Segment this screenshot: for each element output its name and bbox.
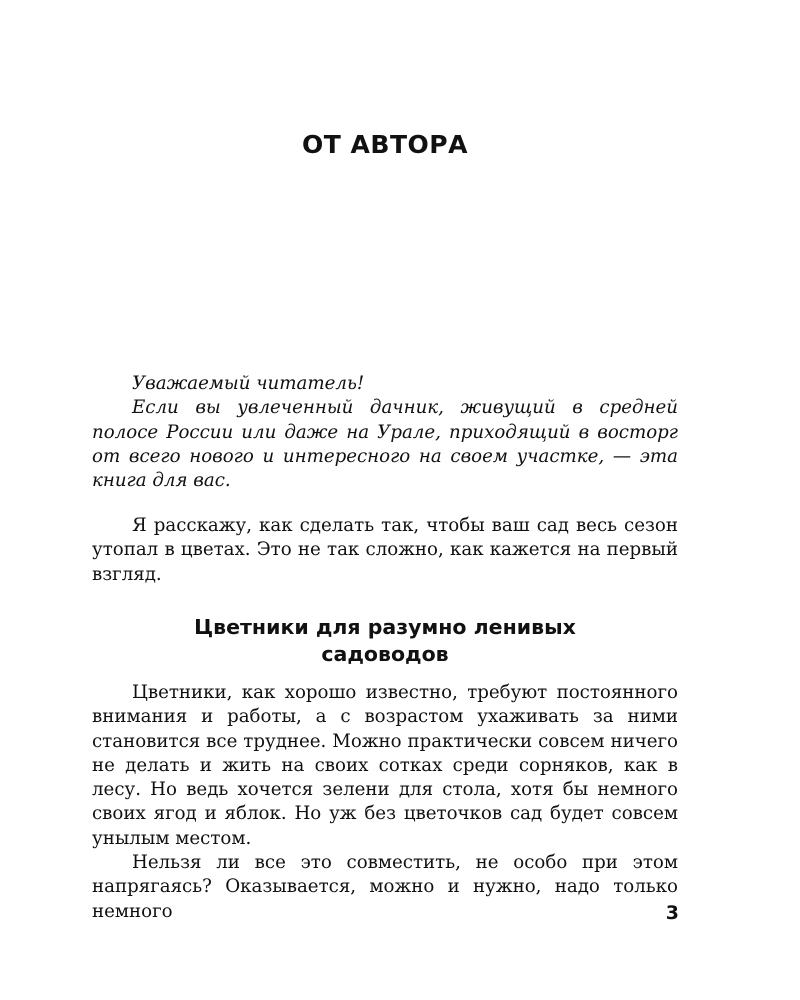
greeting-salutation: Уважаемый читатель!: [132, 373, 365, 394]
body-paragraph-1: Цветники, как хорошо известно, требуют постоянного внимания и работы, а с возрастом ухаживать за ними становится все труднее. Можно практически совсем ничего не делать и жить на своих сотках среди сорняков, как в лесу. Но ведь хочется зелени для стола, хотя бы немного своих ягод и яблок. Но уж без цветочков сад будет совсем унылым местом.: [92, 682, 678, 849]
page-number: 3: [665, 902, 679, 924]
section-heading: [92, 614, 678, 668]
section-body: [92, 681, 678, 924]
section-heading-line-2: садоводов: [321, 642, 449, 666]
intro-paragraph: Я расскажу, как сделать так, чтобы ваш сад весь сезон утопал в цветах. Это не так сложно, как кажется на первый взгляд.: [92, 515, 678, 585]
body-paragraph-2: Нельзя ли все это совместить, не особо при этом напрягаясь? Оказывается, можно и нужно, надо только немного: [92, 852, 678, 922]
intro-block: [92, 514, 678, 587]
chapter-title: ОТ АВТОРА: [302, 130, 468, 159]
section-heading-line-1: Цветники для разумно ленивых: [194, 615, 576, 639]
greeting-block: [92, 372, 678, 493]
greeting-paragraph: Если вы увлеченный дачник, живущий в средней полосе России или даже на Урале, приходящий в восторг от всего нового и интересного на своем участке, — эта книга для вас.: [92, 397, 678, 492]
